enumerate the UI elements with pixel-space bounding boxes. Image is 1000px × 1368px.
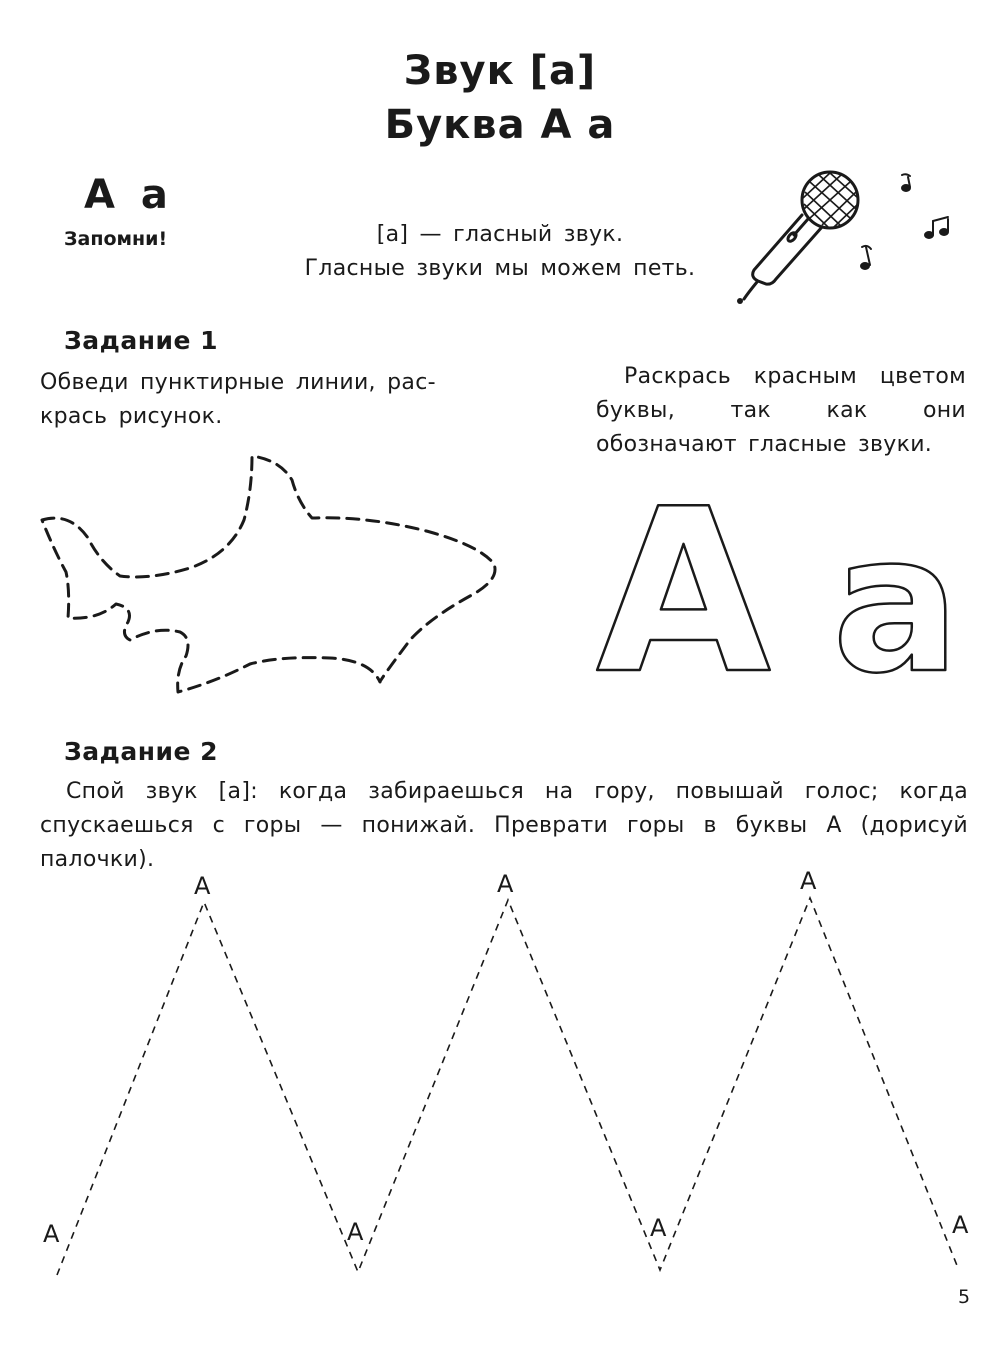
intro-line-1: [а] — гласный звук. bbox=[376, 222, 624, 247]
task1-left-text: Обведи пунктирные линии, рас- крась рисунок. bbox=[40, 370, 436, 429]
outlined-letter-lower[interactable]: а bbox=[832, 494, 961, 715]
task1-heading: Задание 1 bbox=[64, 326, 219, 355]
letter-pair: А а bbox=[84, 172, 174, 218]
mountain-label: А bbox=[650, 1214, 667, 1242]
outlined-letters[interactable] bbox=[596, 461, 976, 724]
mountain-label: А bbox=[497, 870, 514, 898]
music-note-icon bbox=[861, 174, 948, 269]
mountain-label: А bbox=[43, 1220, 60, 1248]
task2-text: Спой звук [а]: когда забираешься на гору, повышай голос; когда спускаешься с горы — понижай. Преврати горы в буквы А (дорисуй палочки). bbox=[40, 779, 968, 872]
intro-line-2: Гласные звуки мы можем петь. bbox=[304, 256, 696, 281]
page-title-sound: Звук [а] bbox=[403, 48, 597, 94]
mountain-label: А bbox=[952, 1211, 969, 1239]
mountains-zigzag[interactable] bbox=[0, 860, 1000, 1290]
microphone-icon bbox=[730, 165, 960, 310]
page-title-letter: Буква А а bbox=[384, 102, 616, 148]
remember-label: Запомни! bbox=[64, 228, 168, 250]
page-number: 5 bbox=[958, 1286, 971, 1308]
mountain-label: А bbox=[800, 867, 817, 895]
mountain-label: А bbox=[194, 872, 211, 900]
shark-outline[interactable] bbox=[30, 450, 510, 700]
mountain-label: А bbox=[347, 1218, 364, 1246]
task1-right-text: Раскрась красным цветом буквы, так как они обозначают гласные звуки. bbox=[596, 364, 966, 457]
outlined-letter-upper[interactable]: А bbox=[596, 461, 771, 724]
task2-heading: Задание 2 bbox=[64, 737, 219, 766]
